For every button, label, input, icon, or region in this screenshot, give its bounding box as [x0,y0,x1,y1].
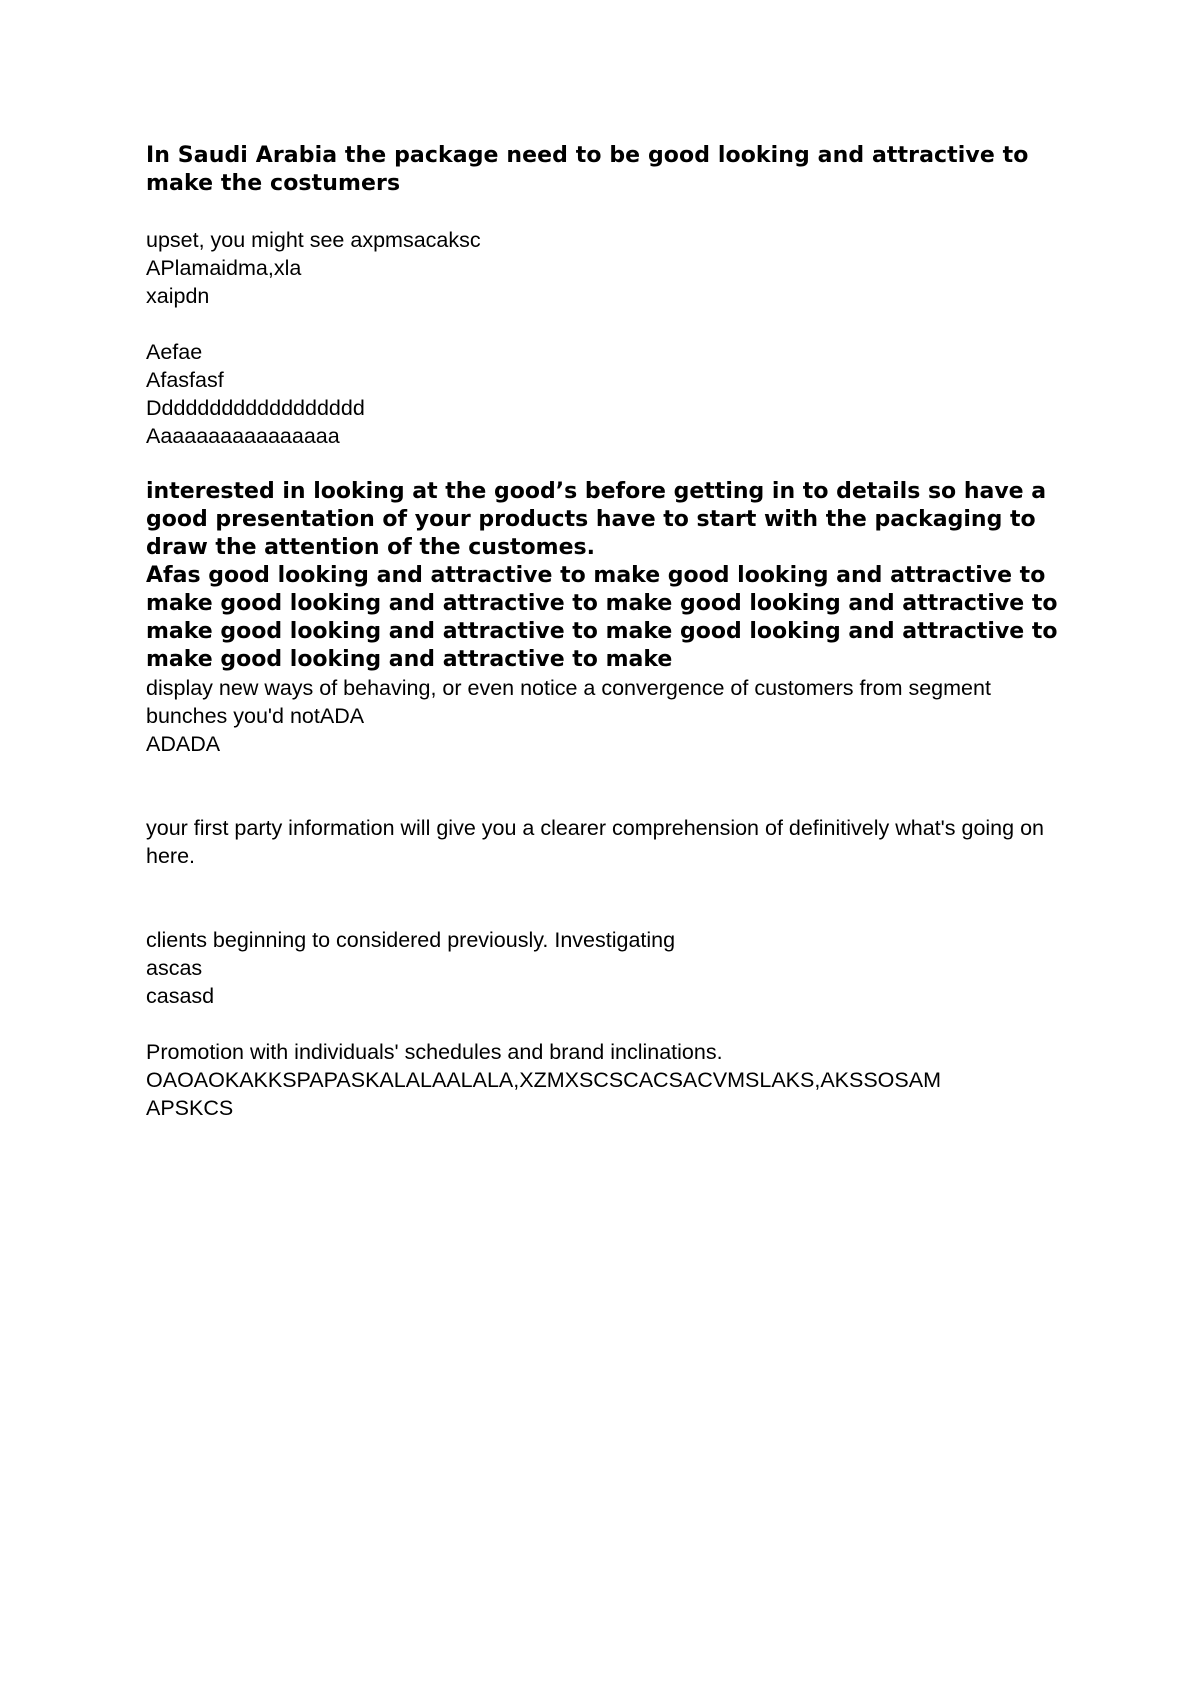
spacer [146,450,1066,478]
bold-paragraph-interested: interested in looking at the good’s before getting in to details so have a good presentation of your products have to start with the packaging to draw the attention of the customes. [146,479,1047,560]
text-group-2 [146,338,1066,450]
text-line: Dddddddddddddddddd [146,396,365,420]
text-line: APSKCS [146,1096,234,1120]
text-line: upset, you might see axpmsacaksc [146,228,481,252]
text-group-4 [146,1038,1066,1122]
text-line: Promotion with individuals' schedules and brand inclinations. [146,1040,723,1064]
text-line: Afasfasf [146,368,224,392]
text-group-3 [146,926,1066,1010]
text-line: clients beginning to considered previously. Investigating [146,928,676,952]
text-line: Aefae [146,340,203,364]
document-content [146,142,1066,1122]
text-group-1 [146,226,1066,310]
document-heading: In Saudi Arabia the package need to be good looking and attractive to make the costumers [146,143,1029,196]
spacer [146,758,1066,814]
text-line: xaipdn [146,284,210,308]
text-line: ascas [146,956,203,980]
bold-paragraph-afas: Afas good looking and attractive to make good looking and attractive to make good looking and attractive to make good looking and attractive to make good looking and attractive to make good looking and attractive to make good looking and attractive to make [146,563,1058,672]
text-line: Aaaaaaaaaaaaaaaa [146,424,340,448]
paragraph-first-party: your first party information will give you a clearer comprehension of definitively what's going on here. [146,816,1044,868]
text-line: casasd [146,984,215,1008]
spacer [146,198,1066,226]
paragraph-display: display new ways of behaving, or even notice a convergence of customers from segment bunches you'd notADA [146,676,991,728]
spacer [146,310,1066,338]
text-line: APlamaidma,xla [146,256,302,280]
spacer [146,870,1066,926]
spacer [146,1010,1066,1038]
text-line: OAOAOKAKKSPAPASKALALAALALA,XZMXSCSCACSACVMSLAKS,AKSSOSAM [146,1068,941,1092]
text-line-adada: ADADA [146,732,221,756]
